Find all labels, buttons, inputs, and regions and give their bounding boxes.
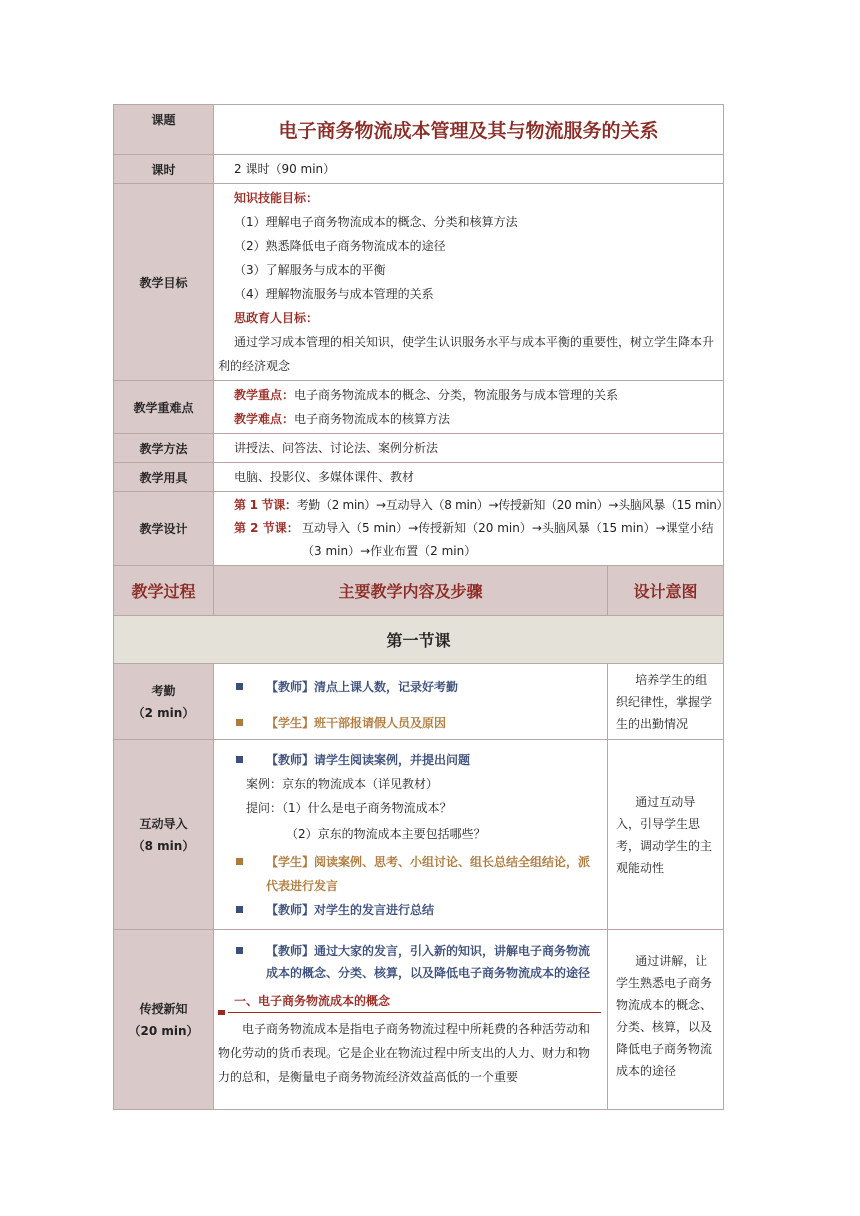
heading-marker-icon — [218, 1010, 225, 1015]
keypoints-content — [214, 381, 724, 434]
intro-content — [214, 740, 608, 930]
bullet-square-icon — [236, 858, 243, 865]
student-step: 【学生】阅读案例、思考、小组讨论、组长总结全组结论，派代表进行发言 — [234, 850, 601, 898]
topic-label: 课题 — [114, 105, 214, 155]
attendance-row — [114, 664, 724, 740]
design-session-2: 第 2 节课： 互动导入（5 min）→传授新知（20 min）→头脑风暴（15 min）→课堂小结（3 min）→作业布置（2 min） — [234, 521, 714, 558]
attendance-content — [214, 664, 608, 740]
teacher-step: 【教师】请学生阅读案例，并提出问题 — [234, 748, 601, 772]
question-1: 提问：（1）什么是电子商务物流成本？ — [246, 800, 452, 815]
bullet-square-icon — [236, 756, 243, 763]
concept-paragraph: 电子商务物流成本是指电子商务物流过程中所耗费的各种活劳动和物化劳动的货币表现。它是企业在物流过程中所支出的人力、财力和物力的总和，是衡量电子商务物流经济效益高低的一个重要 — [218, 1022, 591, 1084]
goals-label: 教学目标 — [114, 184, 214, 381]
bullet-square-icon — [236, 906, 243, 913]
bullet-square-icon — [236, 683, 243, 690]
process-col-header: 教学过程 — [114, 566, 214, 616]
topic-row — [114, 105, 724, 155]
teach-intent: 通过讲解，让学生熟悉电子商务物流成本的概念、分类、核算，以及降低电子商务物流成本的途径 — [608, 930, 724, 1110]
content-col-header: 主要教学内容及步骤 — [214, 566, 608, 616]
keypoints-label: 教学重难点 — [114, 381, 214, 434]
knowledge-goal-item: （1）理解电子商务物流成本的概念、分类和核算方法 — [234, 215, 518, 229]
goals-row — [114, 184, 724, 381]
heading-underline — [228, 1012, 601, 1013]
intro-row — [114, 740, 724, 930]
methods-value: 讲授法、问答法、讨论法、案例分析法 — [214, 434, 724, 463]
design-session-1: 第 1 节课：考勤（2 min）→互动导入（8 min）→传授新知（20 min）→头脑风暴（15 min） — [234, 498, 729, 512]
methods-row — [114, 434, 724, 463]
design-label: 教学设计 — [114, 492, 214, 566]
difficult-point: 教学难点：电子商务物流成本的核算方法 — [234, 412, 451, 426]
section-row — [114, 616, 724, 664]
section-heading: 一、电子商务物流成本的概念 — [218, 992, 601, 1013]
stage-name: 互动导入 — [139, 816, 188, 831]
ideology-goals-text: 通过学习成本管理的相关知识，使学生认识服务水平与成本平衡的重要性，树立学生降本升利的经济观念 — [218, 335, 715, 373]
tools-label: 教学用具 — [114, 463, 214, 492]
methods-label: 教学方法 — [114, 434, 214, 463]
ideology-goals-title: 思政育人目标： — [234, 311, 319, 325]
teach-stage — [114, 930, 214, 1110]
tools-value: 电脑、投影仪、多媒体课件、教材 — [214, 463, 724, 492]
knowledge-goal-item: （3）了解服务与成本的平衡 — [234, 263, 386, 277]
lesson-plan-page — [113, 104, 729, 1110]
intro-stage — [114, 740, 214, 930]
hours-row — [114, 155, 724, 184]
student-step: 【学生】班干部报请假人员及原因 — [234, 712, 601, 734]
process-header-row — [114, 566, 724, 616]
case-text: 案例：京东的物流成本（详见教材） — [246, 776, 439, 791]
goals-content — [214, 184, 724, 381]
key-point: 教学重点：电子商务物流成本的概念、分类，物流服务与成本管理的关系 — [234, 388, 619, 402]
stage-time: （20 min） — [128, 1023, 199, 1038]
intro-intent: 通过互动导入，引导学生思考，调动学生的主观能动性 — [608, 740, 724, 930]
attendance-intent: 培养学生的组织纪律性，掌握学生的出勤情况 — [608, 664, 724, 740]
teach-row — [114, 930, 724, 1110]
lesson-title: 电子商务物流成本管理及其与物流服务的关系 — [214, 105, 724, 155]
design-row — [114, 492, 724, 566]
question-2: （2）京东的物流成本主要包括哪些？ — [286, 826, 486, 841]
tools-row — [114, 463, 724, 492]
keypoints-row — [114, 381, 724, 434]
stage-time: （8 min） — [132, 838, 195, 853]
hours-label: 课时 — [114, 155, 214, 184]
bullet-square-icon — [236, 719, 243, 726]
knowledge-goal-item: （4）理解物流服务与成本管理的关系 — [234, 287, 434, 301]
teach-content — [214, 930, 608, 1110]
teacher-step: 【教师】对学生的发言进行总结 — [234, 898, 601, 922]
stage-name: 传授新知 — [139, 1001, 188, 1016]
knowledge-goal-item: （2）熟悉降低电子商务物流成本的途径 — [234, 239, 446, 253]
teacher-step: 【教师】通过大家的发言，引入新的知识，讲解电子商务物流成本的概念、分类、核算，以及降低电子商务物流成本的途径 — [234, 940, 601, 984]
bullet-square-icon — [236, 947, 243, 954]
teacher-step: 【教师】清点上课人数，记录好考勤 — [234, 676, 601, 698]
hours-value: 2 课时（90 min） — [214, 155, 724, 184]
lesson-plan-table — [113, 104, 729, 1110]
stage-time: （2 min） — [132, 705, 195, 720]
section-title: 第一节课 — [114, 616, 724, 664]
knowledge-goals-title: 知识技能目标： — [234, 191, 319, 205]
intent-col-header: 设计意图 — [608, 566, 724, 616]
attendance-stage — [114, 664, 214, 740]
design-content — [214, 492, 729, 566]
stage-name: 考勤 — [151, 683, 176, 698]
